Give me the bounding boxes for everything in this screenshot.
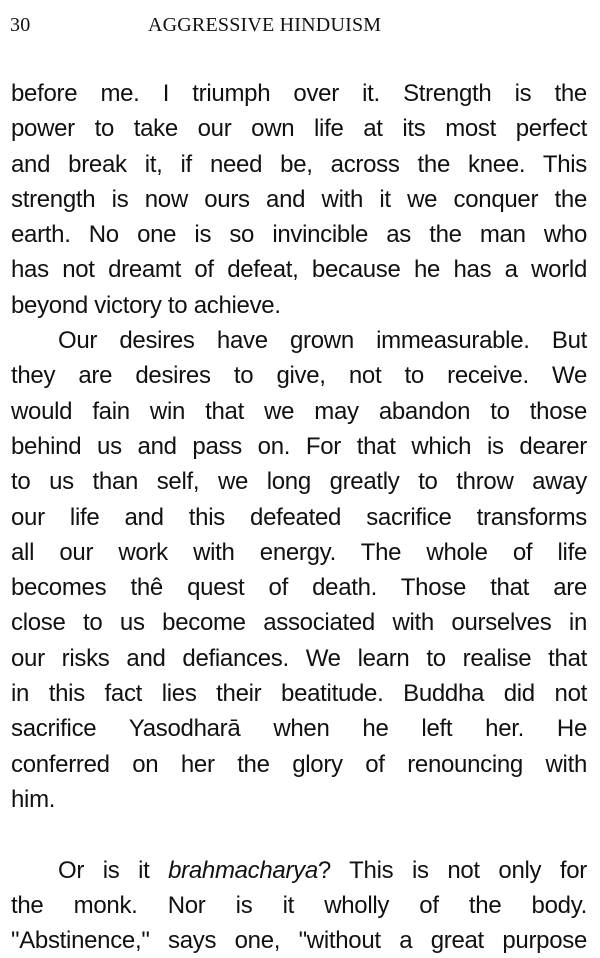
body-text xyxy=(11,76,587,958)
text-run: Or is it xyxy=(58,856,169,884)
text-line: our life and this defeated sacrifice transforms xyxy=(11,503,587,531)
paragraph xyxy=(11,853,587,958)
text-line: earth. No one is so invincible as the man who xyxy=(11,221,587,249)
text-line: close to us become associated with ourselves in xyxy=(11,609,587,637)
text-line: behind us and pass on. For that which is dearer xyxy=(11,432,587,460)
running-title: AGGRESSIVE HINDUISM xyxy=(148,14,382,36)
text-line: all our work with energy. The whole of life xyxy=(11,538,587,566)
text-line: sacrifice Yasodharā when he left her. He xyxy=(11,715,587,743)
text-line: and break it, if need be, across the knee. This xyxy=(11,150,587,178)
text-line: our risks and defiances. We learn to realise that xyxy=(11,644,587,672)
text-line: the monk. Nor is it wholly of the body. xyxy=(11,891,587,919)
text-line: becomes thê quest of death. Those that are xyxy=(11,574,587,602)
paragraph xyxy=(11,323,587,852)
text-line: him. xyxy=(11,785,56,813)
text-line: "Abstinence," says one, "without a great purpose xyxy=(11,927,587,955)
text-line: beyond victory to achieve. xyxy=(11,291,281,319)
text-line: would fain win that we may abandon to those xyxy=(11,397,587,425)
text-line: before me. I triumph over it. Strength is the xyxy=(11,80,587,107)
page-number: 30 xyxy=(10,14,31,36)
text-line: Our desires have grown immeasurable. But xyxy=(58,327,587,355)
emphasis-word: brahmacharya xyxy=(168,856,318,884)
text-line: to us than self, we long greatly to throw away xyxy=(11,468,587,496)
text-line: in this fact lies their beatitude. Buddha did not xyxy=(11,680,587,708)
text-line: they are desires to give, not to receive. We xyxy=(11,362,587,390)
text-line: conferred on her the glory of renouncing with xyxy=(11,750,587,778)
text-line: strength is now ours and with it we conquer the xyxy=(11,185,587,213)
text-line: has not dreamt of defeat, because he has a world xyxy=(11,256,587,284)
paragraph xyxy=(11,76,587,323)
text-line xyxy=(11,817,587,852)
text-run: ? This is not only for xyxy=(317,856,587,884)
text-line: power to take our own life at its most perfect xyxy=(11,115,587,143)
text-line xyxy=(11,853,587,888)
running-head xyxy=(0,14,600,44)
